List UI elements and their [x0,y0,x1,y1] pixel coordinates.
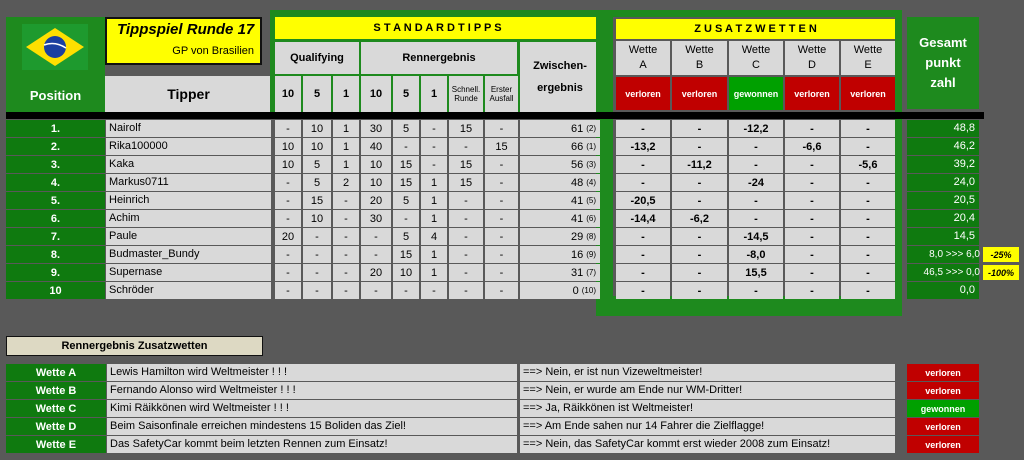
row-tip-value: - [485,228,518,245]
row-total-value: 20,5 [953,194,975,206]
bottom-wette-result: gewonnen [907,400,979,417]
row-tip-value: - [275,210,301,227]
row-wette-value: - [841,246,895,263]
row-zw-value: 0 [572,284,579,297]
row-zw-rank: (2) [586,124,596,133]
row-tip-value: - [485,210,518,227]
row-zwischenergebnis [520,174,600,191]
row-position: 5. [6,192,105,209]
row-tip-value: 15 [485,138,518,155]
row-zw-rank: (7) [586,268,596,277]
row-tip-value: - [333,228,359,245]
row-percent-badge: -25% [983,247,1019,262]
row-tipper-name: Markus0711 [106,174,271,191]
row-tip-value: - [303,282,331,299]
row-tip-value: 15 [393,246,419,263]
row-tip-value: - [485,192,518,209]
row-wette-value: - [785,192,839,209]
row-tipper-name: Achim [106,210,271,227]
schnell-runde-header [449,76,483,112]
row-wette-value: - [616,228,670,245]
row-total-value: 14,5 [953,230,975,242]
row-tip-value: 15 [449,174,483,191]
row-zwischenergebnis [520,282,600,299]
row-wette-value: -14,5 [729,228,783,245]
wette-header-line1: Wette [685,44,714,56]
bottom-wette-answer: ==> Nein, er ist nun Vizeweltmeister! [520,364,895,381]
row-tip-value: 30 [361,210,391,227]
wette-header-line1: Wette [853,44,883,56]
row-wette-value: - [616,156,670,173]
bottom-wette-text: Fernando Alonso wird Weltmeister ! ! ! [107,382,517,399]
zwischen-line1: Zwischen- [533,60,587,72]
q-col-10: 10 [275,76,301,112]
wette-header-line2: C [752,59,760,71]
row-tip-value: 10 [361,156,391,173]
row-zwischenergebnis [520,138,600,155]
row-tip-value: 5 [393,120,419,137]
row-total-value: 24,0 [953,176,975,188]
bottom-wette-text: Lewis Hamilton wird Weltmeister ! ! ! [107,364,517,381]
wette-header-line1: Wette [797,44,827,56]
row-total-value: 46,2 [953,140,975,152]
row-zwischenergebnis [520,264,600,281]
row-tip-value: - [361,228,391,245]
row-wette-value: - [785,210,839,227]
row-wette-value: - [785,264,839,281]
row-position: 8. [6,246,105,263]
wette-header-c [729,41,783,75]
gesamt-line1: Gesamt [919,35,967,50]
bottom-wette-answer: ==> Am Ende sahen nur 14 Fahrer die Zielflagge! [520,418,895,435]
row-tipper-name: Rika100000 [106,138,271,155]
row-wette-value: - [841,264,895,281]
row-tip-value: - [361,246,391,263]
row-zw-rank: (4) [586,178,596,187]
bottom-wette-result: verloren [907,418,979,435]
row-wette-value: - [841,228,895,245]
bottom-wette-label: Wette E [6,436,106,453]
row-tip-value: 5 [303,156,331,173]
row-tip-value: 40 [361,138,391,155]
row-tip-value: - [449,228,483,245]
row-tipper-name: Schröder [106,282,271,299]
row-zw-value: 41 [570,194,584,207]
row-wette-value: - [841,210,895,227]
zwischenergebnis-header [520,42,600,112]
wette-header-a [616,41,670,75]
row-zw-rank: (9) [586,250,596,259]
zusatzwetten-title: Z U S A T Z W E T T E N [616,19,895,39]
row-tip-value: 10 [275,138,301,155]
q-col-5: 5 [303,76,331,112]
qualifying-header: Qualifying [275,42,359,74]
row-tipper-name: Kaka [106,156,271,173]
r-col-1: 1 [421,76,447,112]
row-wette-value: - [672,282,727,299]
row-tipper-name: Heinrich [106,192,271,209]
row-tip-value: - [421,120,447,137]
row-tip-value: - [449,282,483,299]
row-tip-value: 5 [303,174,331,191]
schnell-line1: Schnell. [451,85,481,94]
row-wette-value: -24 [729,174,783,191]
wette-status-badge: verloren [785,77,839,110]
row-tip-value: - [275,264,301,281]
wette-status-badge: verloren [616,77,670,110]
row-tip-value: 4 [421,228,447,245]
r-col-5: 5 [393,76,419,112]
row-tip-value: - [333,246,359,263]
row-position: 9. [6,264,105,281]
row-zw-value: 61 [570,122,584,135]
row-wette-value: - [729,192,783,209]
row-tip-value: - [449,210,483,227]
gesamt-line3: zahl [930,75,956,90]
zwischen-line2: ergebnis [537,82,583,94]
row-position: 2. [6,138,105,155]
row-tip-value: 10 [303,210,331,227]
row-wette-value: - [672,246,727,263]
row-wette-value: - [672,138,727,155]
row-zw-rank: (8) [586,232,596,241]
row-wette-value: -6,6 [785,138,839,155]
row-tip-value: - [303,228,331,245]
row-wette-value: - [841,192,895,209]
row-position: 7. [6,228,105,245]
row-tip-value: - [333,282,359,299]
bottom-section-title: Rennergebnis Zusatzwetten [6,336,263,356]
wette-header-line2: B [695,59,704,71]
row-position: 10 [6,282,105,299]
row-wette-value: - [672,174,727,191]
row-tip-value: - [393,210,419,227]
row-wette-value: -20,5 [616,192,670,209]
row-wette-value: -11,2 [672,156,727,173]
wette-header-line1: Wette [741,44,771,56]
row-tip-value: 10 [303,120,331,137]
row-tip-value: - [449,264,483,281]
row-zw-value: 16 [570,248,584,261]
row-tipper-name: Paule [106,228,271,245]
row-tip-value: - [275,282,301,299]
wette-header-e [841,41,895,75]
row-wette-value: - [729,210,783,227]
row-zwischenergebnis [520,246,600,263]
bottom-wette-result: verloren [907,382,979,399]
row-tip-value: 1 [421,210,447,227]
row-zw-value: 66 [570,140,584,153]
row-wette-value: 15,5 [729,264,783,281]
row-tip-value: - [485,264,518,281]
wette-header-line1: Wette [628,44,658,56]
row-position: 3. [6,156,105,173]
row-zwischenergebnis [520,210,600,227]
row-wette-value: - [841,282,895,299]
row-tip-value: - [275,174,301,191]
bottom-wette-label: Wette B [6,382,106,399]
row-zwischenergebnis [520,156,600,173]
row-wette-value: - [672,120,727,137]
row-zwischenergebnis [520,120,600,137]
row-tip-value: - [361,282,391,299]
row-tip-value: - [485,120,518,137]
row-zw-rank: (1) [586,142,596,151]
row-wette-value: - [616,246,670,263]
schnell-line2: Runde [454,94,478,103]
row-wette-value: - [729,156,783,173]
row-zw-value: 56 [570,158,584,171]
row-tip-value: 15 [393,156,419,173]
bottom-wette-answer: ==> Nein, das SafetyCar kommt erst wieder 2008 zum Einsatz! [520,436,895,453]
row-tip-value: - [275,246,301,263]
row-wette-value: - [616,264,670,281]
row-tipper-name: Nairolf [106,120,271,137]
row-wette-value: - [785,156,839,173]
row-zw-rank: (6) [586,214,596,223]
row-wette-value: - [841,138,895,155]
row-tip-value: - [275,120,301,137]
row-tip-value: - [333,264,359,281]
row-tip-value: - [303,264,331,281]
row-tip-value: 5 [393,192,419,209]
row-total-value: 20,4 [953,212,975,224]
row-tip-value: - [333,192,359,209]
row-tip-value: 15 [449,120,483,137]
row-tip-value: - [449,246,483,263]
row-tip-value: 1 [421,246,447,263]
row-zwischenergebnis [520,228,600,245]
row-tip-value: 15 [449,156,483,173]
row-tip-value: - [393,282,419,299]
row-total-value: 0,0 [959,284,975,296]
bottom-wette-text: Das SafetyCar kommt beim letzten Rennen zum Einsatz! [107,436,517,453]
row-tip-value: 1 [333,138,359,155]
row-wette-value: - [785,246,839,263]
row-wette-value: - [785,228,839,245]
row-tip-value: - [485,246,518,263]
row-tip-value: 15 [393,174,419,191]
bottom-wette-label: Wette C [6,400,106,417]
row-wette-value: - [616,174,670,191]
gesamt-header [907,17,979,109]
row-tip-value: - [485,156,518,173]
bottom-wette-text: Beim Saisonfinale erreichen mindestens 15 Boliden das Ziel! [107,418,517,435]
row-wette-value: -8,0 [729,246,783,263]
erster-ausfall-header [485,76,518,112]
wette-header-d [785,41,839,75]
row-tip-value: 20 [361,264,391,281]
row-tip-value: - [449,192,483,209]
row-wette-value: -12,2 [729,120,783,137]
rennergebnis-header: Rennergebnis [361,42,517,74]
bottom-wette-result: verloren [907,436,979,453]
row-tip-value: 1 [421,174,447,191]
row-wette-value: -5,6 [841,156,895,173]
row-wette-value: -14,4 [616,210,670,227]
erster-line2: Ausfall [489,94,514,103]
row-position: 1. [6,120,105,137]
row-wette-value: - [616,282,670,299]
row-wette-value: - [672,228,727,245]
row-wette-value: - [729,282,783,299]
row-tip-value: - [333,210,359,227]
bottom-wette-answer: ==> Ja, Räikkönen ist Weltmeister! [520,400,895,417]
row-tip-value: - [449,138,483,155]
row-total-note: 8,0 >>> 6,0 [929,249,980,260]
wette-header-b [672,41,727,75]
standardtipps-title: S T A N D A R D T I P P S [275,17,600,39]
r-col-10: 10 [361,76,391,112]
bottom-wette-text: Kimi Räikkönen wird Weltmeister ! ! ! [107,400,517,417]
wette-status-badge: verloren [841,77,895,110]
row-zw-value: 31 [570,266,584,279]
row-tip-value: 20 [275,228,301,245]
row-tip-value: 2 [333,174,359,191]
row-tip-value: - [393,138,419,155]
row-wette-value: - [672,192,727,209]
row-position: 6. [6,210,105,227]
row-tip-value: - [421,138,447,155]
title-box [105,17,262,65]
bottom-wette-label: Wette D [6,418,106,435]
wette-status-badge: gewonnen [729,77,783,110]
wette-header-line2: E [864,59,872,71]
row-tipper-name: Supernase [106,264,271,281]
row-wette-value: -6,2 [672,210,727,227]
row-tip-value: 1 [421,192,447,209]
row-tip-value: 20 [361,192,391,209]
row-wette-value: - [841,120,895,137]
row-wette-value: - [785,282,839,299]
wette-header-line2: D [808,59,816,71]
row-tip-value: 10 [361,174,391,191]
row-tipper-name: Budmaster_Bundy [106,246,271,263]
row-tip-value: 10 [303,138,331,155]
wette-status-badge: verloren [672,77,727,110]
row-zw-rank: (3) [586,160,596,169]
row-wette-value: - [729,138,783,155]
row-wette-value: - [672,264,727,281]
row-tip-value: 10 [393,264,419,281]
row-zw-rank: (10) [581,286,596,295]
row-tip-value: 1 [421,264,447,281]
row-tip-value: - [485,282,518,299]
gesamt-line2: punkt [925,55,961,70]
row-zwischenergebnis [520,192,600,209]
row-tip-value: - [421,282,447,299]
row-total-note: 46,5 >>> 0,0 [923,267,980,278]
row-zw-value: 48 [570,176,584,189]
row-tip-value: 30 [361,120,391,137]
row-tip-value: 1 [333,120,359,137]
row-wette-value: - [785,120,839,137]
row-tip-value: - [421,156,447,173]
row-tip-value: 1 [333,156,359,173]
row-zw-value: 41 [570,212,584,225]
page-subtitle: GP von Brasilien [172,45,254,57]
row-total-value: 48,8 [953,122,975,134]
row-tip-value: 15 [303,192,331,209]
bottom-wette-label: Wette A [6,364,106,381]
row-zw-value: 29 [570,230,584,243]
header-divider [6,112,984,119]
row-tip-value: - [275,192,301,209]
wette-header-line2: A [639,59,647,71]
row-tip-value: - [303,246,331,263]
bottom-wette-answer: ==> Nein, er wurde am Ende nur WM-Dritter! [520,382,895,399]
row-tip-value: 5 [393,228,419,245]
row-tip-value: 10 [275,156,301,173]
row-position: 4. [6,174,105,191]
tipper-header: Tipper [105,76,272,112]
row-tip-value: - [485,174,518,191]
brazil-flag-icon [22,24,88,70]
q-col-1: 1 [333,76,359,112]
row-zw-rank: (5) [586,196,596,205]
row-wette-value: -13,2 [616,138,670,155]
row-wette-value: - [616,120,670,137]
erster-line1: Erster [490,85,513,94]
row-percent-badge: -100% [983,265,1019,280]
row-total-value: 39,2 [953,158,975,170]
row-wette-value: - [841,174,895,191]
bottom-wette-result: verloren [907,364,979,381]
position-label: Position [29,87,82,103]
page-title: Tippspiel Runde 17 [117,21,255,38]
row-wette-value: - [785,174,839,191]
